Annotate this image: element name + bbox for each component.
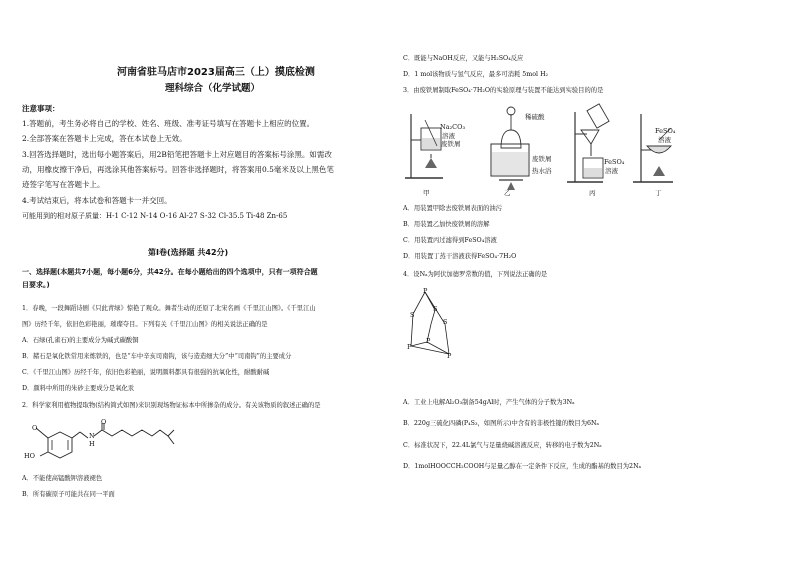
q2-label-n: N (89, 432, 95, 440)
section-title: 第Ⅰ卷(选择题 共42分) (148, 248, 229, 257)
q4-option-c: C．标准状况下，22.4L氯气与足量烧碱溶液反应，转移的电子数为2Nₐ (403, 442, 602, 449)
note-item: 4.考试结束后，将本试卷和答题卡一并交回。 (22, 196, 172, 205)
q2-option-b: B．所有碳原子可能共在同一平面 (22, 491, 115, 498)
note-item: 迹签字笔写在答题卡上。 (22, 180, 105, 189)
q1-stem: 1．春晚，一段舞蹈诗剧《只此青绿》惊艳了观众。舞者生动的还原了北宋名画《千里江山图》。《千里江山 (22, 305, 316, 312)
apparatus-label-b: 乙 (504, 189, 511, 197)
q3-option-a: A．用装置甲除去废铁屑表面的油污 (403, 205, 503, 212)
q2-structure-diagram (28, 416, 198, 468)
atom-s: S (433, 305, 438, 313)
label-waste-iron: 废铁屑 (441, 140, 461, 148)
q1-option-c: C．《千里江山图》历经千年，依旧色彩艳丽，说明颜料都具有很强的抗氧化性，耐酸耐碱 (22, 369, 270, 376)
q4-stem: 4．设Nₐ为阿伏加德罗常数的值，下列说法正确的是 (403, 271, 548, 278)
q3-option-b: B．用装置乙加快废铁屑的溶解 (403, 221, 490, 228)
atom-s: S (410, 311, 415, 319)
atom-p: P (423, 287, 428, 295)
notes-heading: 注意事项： (22, 104, 60, 113)
atom-p: P (447, 352, 452, 360)
q3-option-c: C．用装置丙过滤得到FeSO₄溶液 (403, 237, 497, 244)
label-hot-water: 热水浴 (532, 167, 552, 175)
q2-label-o: O (32, 424, 38, 432)
section-intro: 目要求。) (22, 281, 50, 289)
label-solution: 溶液 (442, 132, 455, 140)
page-title: 河南省驻马店市2023届高三（上）摸底检测 (117, 67, 315, 78)
q2-option-a: A．不能使高锰酸钾溶液褪色 (22, 475, 103, 482)
q4-option-b: B．220g三硫化四磷(P₄S₃，如图所示)中含有的非极性键的数目为6Nₐ (403, 420, 599, 427)
atom-p: P (426, 337, 431, 345)
q2-label-o2: O (101, 418, 107, 426)
note-item: 1.答题前，考生务必将自己的学校、姓名、班级、准考证号填写在答题卡上相应的位置。 (22, 119, 315, 128)
q1-option-d: D．颜料中所用的朱砂主要成分是氧化汞 (22, 385, 135, 392)
section-intro: 一、选择题(本题共7小题，每小题6分，共42分。在每小题给出的四个选项中，只有一项符合题 (22, 268, 318, 276)
apparatus-label-a: 甲 (423, 189, 430, 197)
q1-option-b: B．赭石是氧化铁常用来炼铁的，也是“车中辛亥司南钩，该与造造细大分”中“司南钩”的主要成分 (22, 353, 292, 360)
label-feso4-c: FeSO₄ (604, 158, 625, 166)
label-feso4-d: FeSO₄ (655, 127, 676, 135)
atom-p: P (407, 343, 412, 351)
q4-option-d: D．1molHOOCCH₂COOH与足量乙醇在一定条件下反应，生成的酯基的数目为2Nₐ (403, 463, 642, 470)
q3-option-d: D．用装置丁蒸干溶液获得FeSO₄·7H₂O (403, 253, 517, 260)
apparatus-label-c: 丙 (589, 189, 596, 197)
label-waste-iron-2: 废铁屑 (532, 155, 552, 163)
q4-option-a: A．工业上电解Al₂O₃制备54gAl时，产生气体的分子数为3Nₐ (403, 399, 575, 406)
q3-stem: 3．由废铁屑制取FeSO₄·7H₂O的实验原理与装置不能达到实验目的的是 (403, 87, 604, 94)
q3-apparatus-diagram (403, 100, 703, 200)
page-subtitle: 理科综合（化学试题） (165, 83, 261, 94)
apparatus-label-d: 丁 (655, 189, 662, 197)
note-item: 3.回答选择题时，选出每小题答案后，用2B铅笔把答题卡上对应题目的答案标号涂黑。如需改 (22, 150, 332, 159)
note-item: 2.全部答案在答题卡上完成，答在本试卷上无效。 (22, 134, 187, 143)
q2-option-d: D．1 mol该物质与氢气反应，最多可消耗 5mol H₂ (403, 71, 549, 78)
label-solution-c: 溶液 (605, 167, 618, 175)
atomic-masses: 可能用到的相对原子质量：H-1 C-12 N-14 O-16 Al-27 S-32 Cl-35.5 Ti-48 Zn-65 (22, 212, 288, 220)
right-column (397, 0, 794, 562)
q2-label-h: H (89, 440, 95, 448)
label-solution-d: 溶液 (658, 136, 671, 144)
p4s3-structure-diagram (401, 284, 481, 380)
q2-option-c: C．既能与NaOH反应，又能与H₂SO₄反应 (403, 55, 524, 62)
q2-label-ho: HO (24, 452, 35, 460)
q2-stem: 2．科学家利用植物提取物(结构简式如图)来识别现场物证标本中所掺杂的成分。有关该物质的叙述正确的是 (22, 402, 321, 409)
atom-s: S (443, 318, 448, 326)
note-item: 动，用橡皮擦干净后，再选涂其他答案标号。回答非选择题时，将答案用0.5毫米及以上黑色笔 (22, 165, 334, 174)
label-na2co3: Na₂CO₃ (440, 123, 466, 131)
q1-option-a: A．石绿(孔雀石)的主要成分为碱式碳酸铜 (22, 337, 139, 344)
q1-stem: 图》历经千年，依旧色彩艳丽，璀璨夺目。下列有关《千里江山图》的相关说法正确的是 (22, 321, 268, 328)
label-dilute-acid: 稀硫酸 (525, 113, 545, 121)
